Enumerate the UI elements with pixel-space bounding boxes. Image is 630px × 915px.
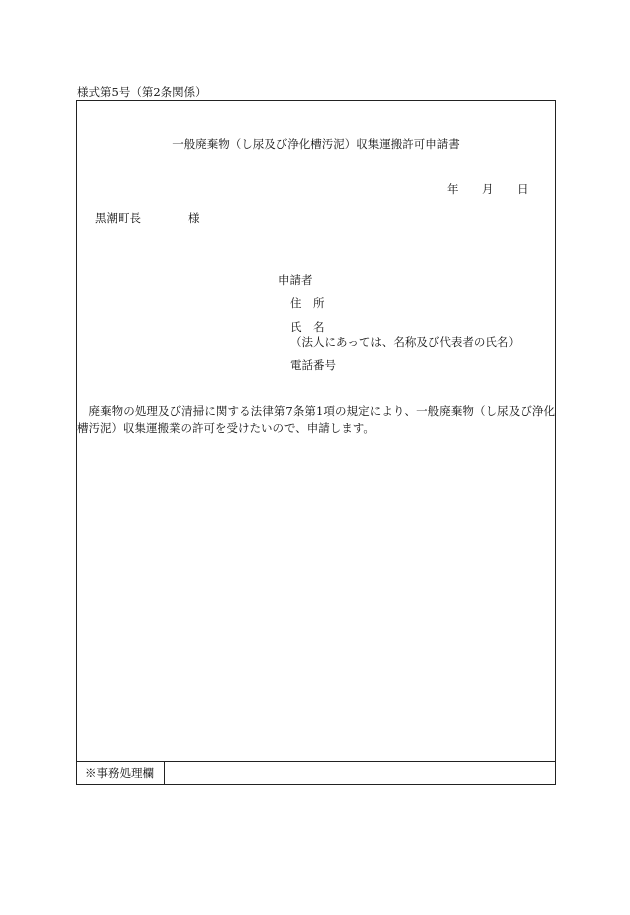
applicant-phone-label: 電話番号 (290, 358, 336, 372)
form-title: 一般廃棄物（し尿及び浄化槽汚泥）収集運搬許可申請書 (172, 137, 460, 151)
applicant-name-note: （法人にあっては、名称及び代表者の氏名） (290, 335, 520, 349)
applicant-name-label: 氏 名 (290, 320, 325, 334)
application-form (76, 100, 556, 785)
date-month-label: 月 (482, 182, 494, 196)
office-use-row (77, 761, 555, 784)
application-body-text: 廃棄物の処理及び清掃に関する法律第7条第1項の規定により、一般廃棄物（し尿及び浄化槽汚泥）収集運搬業の許可を受けたいので、申請します。 (77, 404, 555, 435)
addressee-suffix: 様 (188, 211, 200, 225)
date-day-label: 日 (517, 182, 529, 196)
addressee-name: 黒潮町長 (95, 211, 141, 225)
applicant-label: 申請者 (278, 273, 313, 287)
form-number: 様式第5号（第2条関係） (77, 85, 207, 99)
office-use-field (165, 762, 555, 784)
date-year-label: 年 (447, 182, 459, 196)
applicant-address-label: 住 所 (290, 296, 325, 310)
office-use-label: ※事務処理欄 (77, 762, 165, 784)
